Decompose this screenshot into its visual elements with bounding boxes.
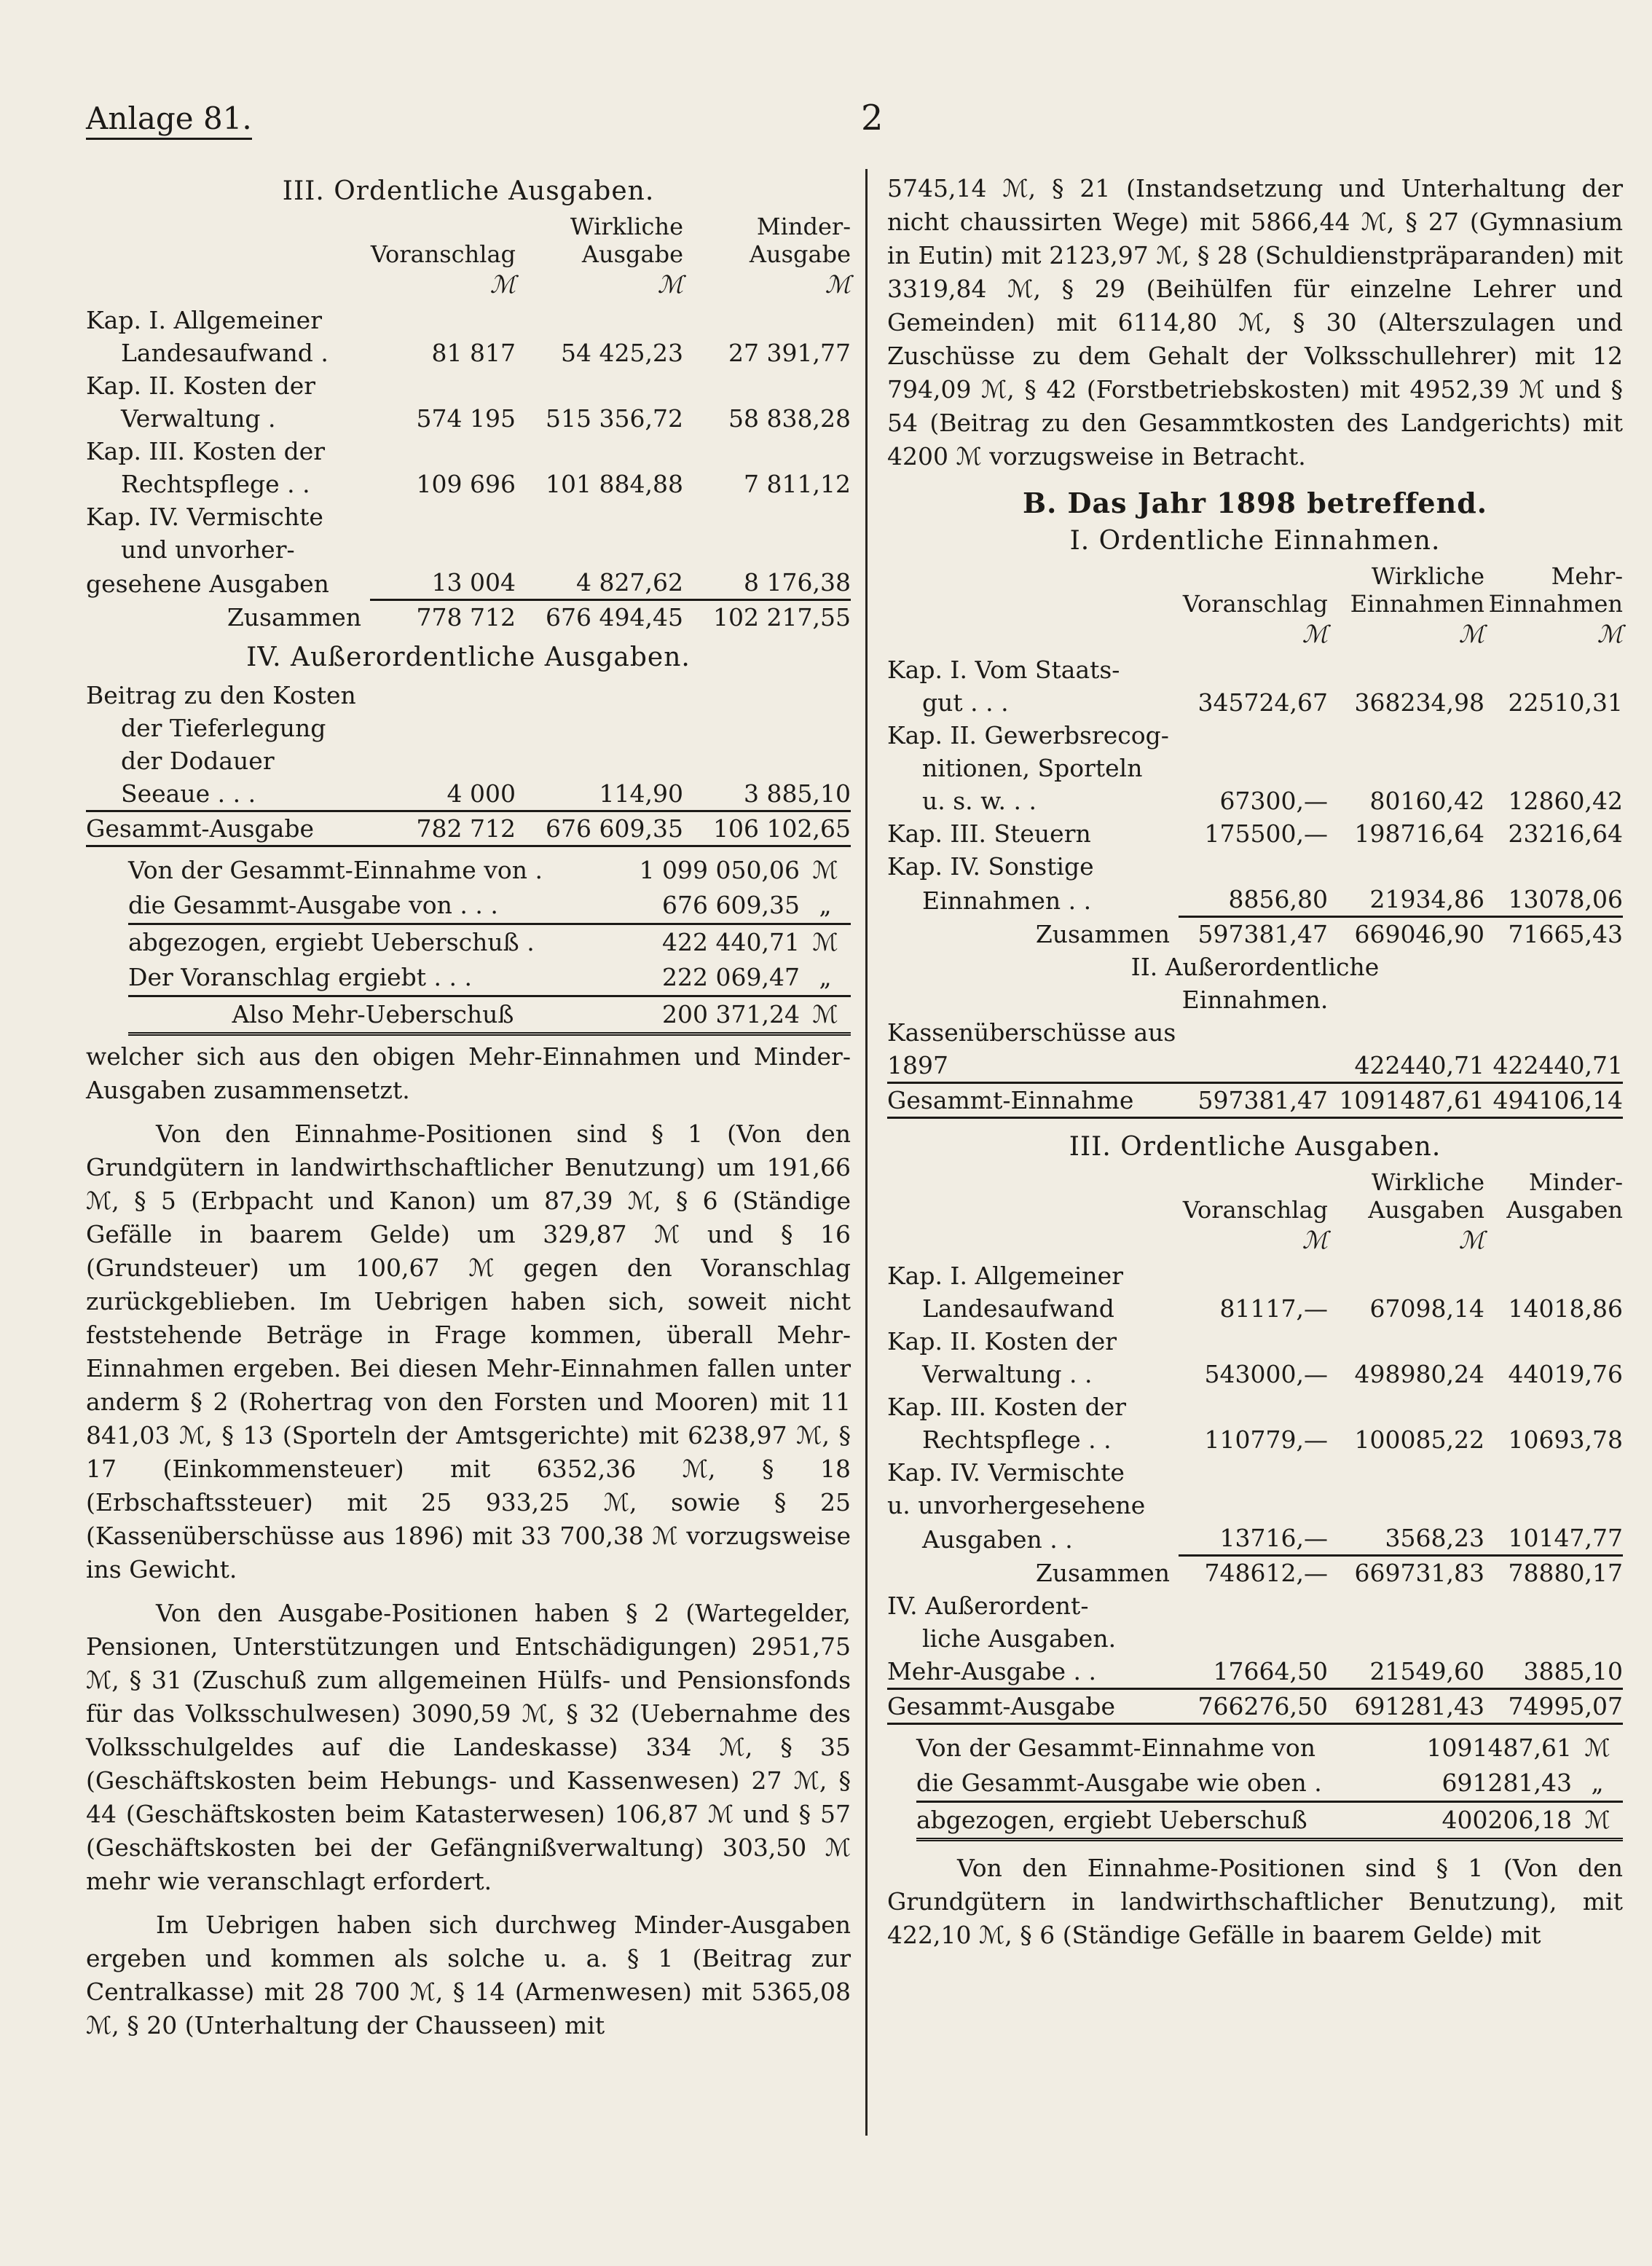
col-header: Wirkliche Ausgaben [1368, 1168, 1484, 1224]
right-column [887, 172, 1623, 1952]
table-row: Kap. III. Steuern 175500,— 198716,64 23216,64 [887, 819, 1623, 848]
calc-row: die Gesammt-Ausgabe wie oben . 691281,43 „ [916, 1766, 1623, 1803]
calc-row: abgezogen, ergiebt Ueberschuß . 422 440,71 ℳ [128, 928, 838, 956]
section-heading: II. Außerordentliche [1130, 953, 1380, 981]
row-label: Kap. IV. Vermischte [86, 503, 323, 531]
calc-row: Von der Gesammt-Einnahme von 1091487,61 ℳ [916, 1734, 1610, 1762]
section-heading: Einnahmen. [1181, 986, 1329, 1014]
table-row: gesehene Ausgaben 13 004 4 827,62 8 176,38 [86, 568, 851, 598]
col-header: Minder-Ausgaben [1506, 1168, 1623, 1224]
section-heading: III. Ordentliche Ausgaben. [282, 176, 655, 206]
table-row: Ausgaben . . 13716,— 3568,23 10147,77 [922, 1524, 1623, 1554]
section-heading: III. Ordentliche Ausgaben. [1069, 1132, 1441, 1162]
surplus-calculation [128, 853, 851, 1036]
page-number: 2 [861, 98, 884, 138]
column-divider [865, 169, 868, 2136]
paragraph: Von den Einnahme-Positionen sind § 1 (Von den Grundgütern in landwirthschaftlicher Benutzung) um 191,66 ℳ, § 5 (Erbpacht und Kanon) um 87,39 ℳ, § 6 (Ständige Gefälle in baarem Gelde) um 329,87 ℳ und § 16 (Grundsteuer) um 100,67 ℳ gegen den Voranschlag zurückgeblieben. Im Uebrigen haben sich, soweit nicht feststehende Beträge in Frage kommen, überall Mehr-Einnahmen ergeben. Bei diesen Mehr-Einnahmen fallen unter anderm § 2 (Rohertrag von den Forsten und Mooren) mit 11 841,03 ℳ, § 13 (Sporteln der Amtsgerichte) mit 6238,97 ℳ, § 17 (Einkommensteuer) mit 6352,36 ℳ, § 18 (Erbschaftssteuer) mit 25 933,25 ℳ, sowie § 25 (Kassenüberschüsse aus 1896) mit 33 700,38 ℳ vorzugsweise ins Gewicht. [86, 1120, 851, 1584]
expenses-table-1897 [86, 213, 851, 634]
section-heading: liche Ausgaben. [922, 1624, 1117, 1653]
annex-label: Anlage 81. [86, 101, 252, 136]
table-row: Rechtspflege . . 110779,— 100085,22 10693,78 [922, 1425, 1623, 1454]
unit-mark: ℳ [657, 270, 683, 299]
table-row: gut . . . 345724,67 368234,98 22510,31 [922, 688, 1623, 717]
col-header: Voranschlag [1182, 1196, 1328, 1224]
section-heading-b: B. Das Jahr 1898 betreffend. [1022, 487, 1488, 519]
income-table-1898: Voranschlag Wirkliche Einnahmen Mehr-Einnahmen ℳ ℳ ℳ Kap. I. Vom Staats- gut . . . 345724,67 368234,98 22510,31 Kap. II. Gewerbsrecog- nitionen, Sporteln u. s. w. . . 67300,— 80160,42 12860,42 Kap. III. Steuern 175500,— 198716,64 23216,64 Kap. IV. Sonstige Einnahmen . . 8856,80 21934,86 13078,06 Zusammen 597381,47 669046,90 71665,43 II. Außerordentliche Einnahmen. Kassenüberschüsse aus 1897 422440,71 422440,71 Gesammt-Einnahme 597381,47 1091487,61 494106,14 [887, 562, 1623, 1119]
paragraph: Im Uebrigen haben sich durchweg Minder-Ausgaben ergeben und kommen als solche u. a. § 1 (Beitrag zur Centralkasse) mit 28 700 ℳ, § 14 (Armenwesen) mit 5365,08 ℳ, § 20 (Unterhaltung der Chausseen) mit [86, 1911, 851, 2039]
surplus-calculation-1898 [916, 1731, 1623, 1841]
calc-row: Also Mehr-Ueberschuß 200 371,24 ℳ [128, 997, 851, 1036]
unit-mark: ℳ [825, 270, 851, 299]
expenses-table-1898: Voranschlag Wirkliche Ausgaben Minder-Ausgaben ℳ ℳ Kap. I. Allgemeiner Landesaufwand 81117,— 67098,14 14018,86 Kap. II. Kosten der Verwaltung . . 543000,— 498980,24 44019,76 Kap. III. Kosten der Rechtspflege . . 110779,— 100085,22 10693,78 Kap. IV. Vermischte u. unvorhergesehene Ausgaben . . 13716,— 3568,23 10147,77 Zusammen 748612,— 669731,83 78880,17 IV. Außerordent- liche Ausgaben. Mehr-Ausgabe . . 17664,50 21549,60 3885,10 Gesammt-Ausgabe 766276,50 691281,43 74995,07 [887, 1168, 1623, 1725]
paragraph: welcher sich aus den obigen Mehr-Einnahmen und Minder-Ausgaben zusammensetzt. [86, 1042, 851, 1104]
col-header: Voranschlag [370, 240, 516, 268]
row-label: Kap. II. Kosten der [86, 371, 316, 400]
table-row: Seeaue . . . 4 000 114,90 3 885,10 [121, 779, 851, 808]
left-column [86, 172, 851, 2042]
table-row: Verwaltung . 574 195 515 356,72 58 838,28 [121, 404, 851, 433]
paragraph: Von den Einnahme-Positionen sind § 1 (Von den Grundgütern in landwirthschaftlicher Benutzung), mit 422,10 ℳ, § 6 (Ständige Gefälle in baarem Gelde) mit [887, 1854, 1623, 1949]
table-row: Rechtspflege . . 109 696 101 884,88 7 811,12 [121, 470, 851, 498]
row-label: Kap. III. Kosten der [86, 437, 326, 465]
calc-row: die Gesammt-Ausgabe von . . . 676 609,35 „ [128, 888, 851, 925]
col-header: Wirkliche Ausgabe [570, 213, 683, 268]
total-row: Zusammen 748612,— 669731,83 78880,17 [887, 1556, 1623, 1590]
col-header: Wirkliche Einnahmen [1350, 562, 1484, 618]
col-header: Voranschlag [1182, 590, 1328, 618]
unit-mark: ℳ [489, 270, 516, 299]
paragraph: Von den Ausgabe-Positionen haben § 2 (Wartegelder, Pensionen, Unterstützungen und Entschädigungen) 2951,75 ℳ, § 31 (Zuschuß zum allgemeinen Hülfs- und Pensionsfonds für das Volksschulwesen) 3090,59 ℳ, § 32 (Uebernahme des Volksschulgeldes auf die Landeskasse) 334 ℳ, § 35 (Geschäftskosten beim Hebungs- und Kassenwesen) 27 ℳ, § 44 (Geschäftskosten beim Katasterwesen) 106,87 ℳ und § 57 (Geschäftskosten bei der Gefängnißverwaltung) 303,50 ℳ mehr wie veranschlagt erfordert. [86, 1599, 851, 1895]
section-heading: IV. Außerordentliche Ausgaben. [246, 642, 691, 672]
total-row: Zusammen 778 712 676 494,45 102 217,55 [86, 600, 851, 634]
table-row: Landesaufwand 81117,— 67098,14 14018,86 [922, 1294, 1623, 1323]
extra-expenses-table-1897: Beitrag zu den Kosten der Tieferlegung der Dodauer Seeaue . . . 4 000 114,90 3 885,10 Gesammt-Ausgabe 782 712 676 609,35 106 102,65 [86, 679, 851, 847]
section-heading: IV. Außerordent- [887, 1592, 1089, 1620]
total-row: Zusammen 597381,47 669046,90 71665,43 [887, 917, 1623, 951]
col-header: Minder-Ausgabe [749, 213, 851, 268]
table-row: 1897 422440,71 422440,71 [887, 1051, 1623, 1079]
section-heading: I. Ordentliche Einnahmen. [1069, 526, 1441, 556]
grand-total-row: Gesammt-Ausgabe 766276,50 691281,43 74995,07 [887, 1689, 1623, 1724]
grand-total-row: Gesammt-Einnahme 597381,47 1091487,61 494106,14 [887, 1083, 1623, 1118]
table-row: Einnahmen . . 8856,80 21934,86 13078,06 [922, 885, 1623, 915]
calc-row: abgezogen, ergiebt Ueberschuß 400206,18 ℳ [916, 1803, 1623, 1841]
table-row: Landesaufwand . 81 817 54 425,23 27 391,77 [121, 339, 851, 367]
row-label: Kap. I. Allgemeiner [86, 306, 322, 334]
paragraph: 5745,14 ℳ, § 21 (Instandsetzung und Unterhaltung der nicht chaussirten Wege) mit 5866,44 ℳ, § 27 (Gymnasium in Eutin) mit 2123,97 ℳ, § 28 (Schuldienstpräparanden) mit 3319,84 ℳ, § 29 (Beihülfen für einzelne Lehrer und Gemeinden) mit 6114,80 ℳ, § 30 (Alterszulagen und Zuschüsse zu dem Gehalt der Volksschullehrer) mit 12 794,09 ℳ, § 42 (Forstbetriebskosten) mit 4952,39 ℳ und § 54 (Beitrag zu den Gesammtkosten des Landgerichts) mit 4200 ℳ vorzugsweise in Betracht. [887, 174, 1623, 471]
grand-total-row: Gesammt-Ausgabe 782 712 676 609,35 106 102,65 [86, 811, 851, 846]
table-row: Mehr-Ausgabe . . 17664,50 21549,60 3885,10 [887, 1657, 1623, 1685]
calc-row: Von der Gesammt-Einnahme von . 1 099 050,06 ℳ [128, 856, 838, 884]
col-header: Mehr-Einnahmen [1488, 562, 1623, 618]
calc-row: Der Voranschlag ergiebt . . . 222 069,47 „ [128, 960, 851, 997]
table-row: Verwaltung . . 543000,— 498980,24 44019,76 [922, 1360, 1623, 1388]
table-row: u. s. w. . . 67300,— 80160,42 12860,42 [922, 787, 1623, 815]
row-label: und unvorher- [121, 535, 295, 564]
